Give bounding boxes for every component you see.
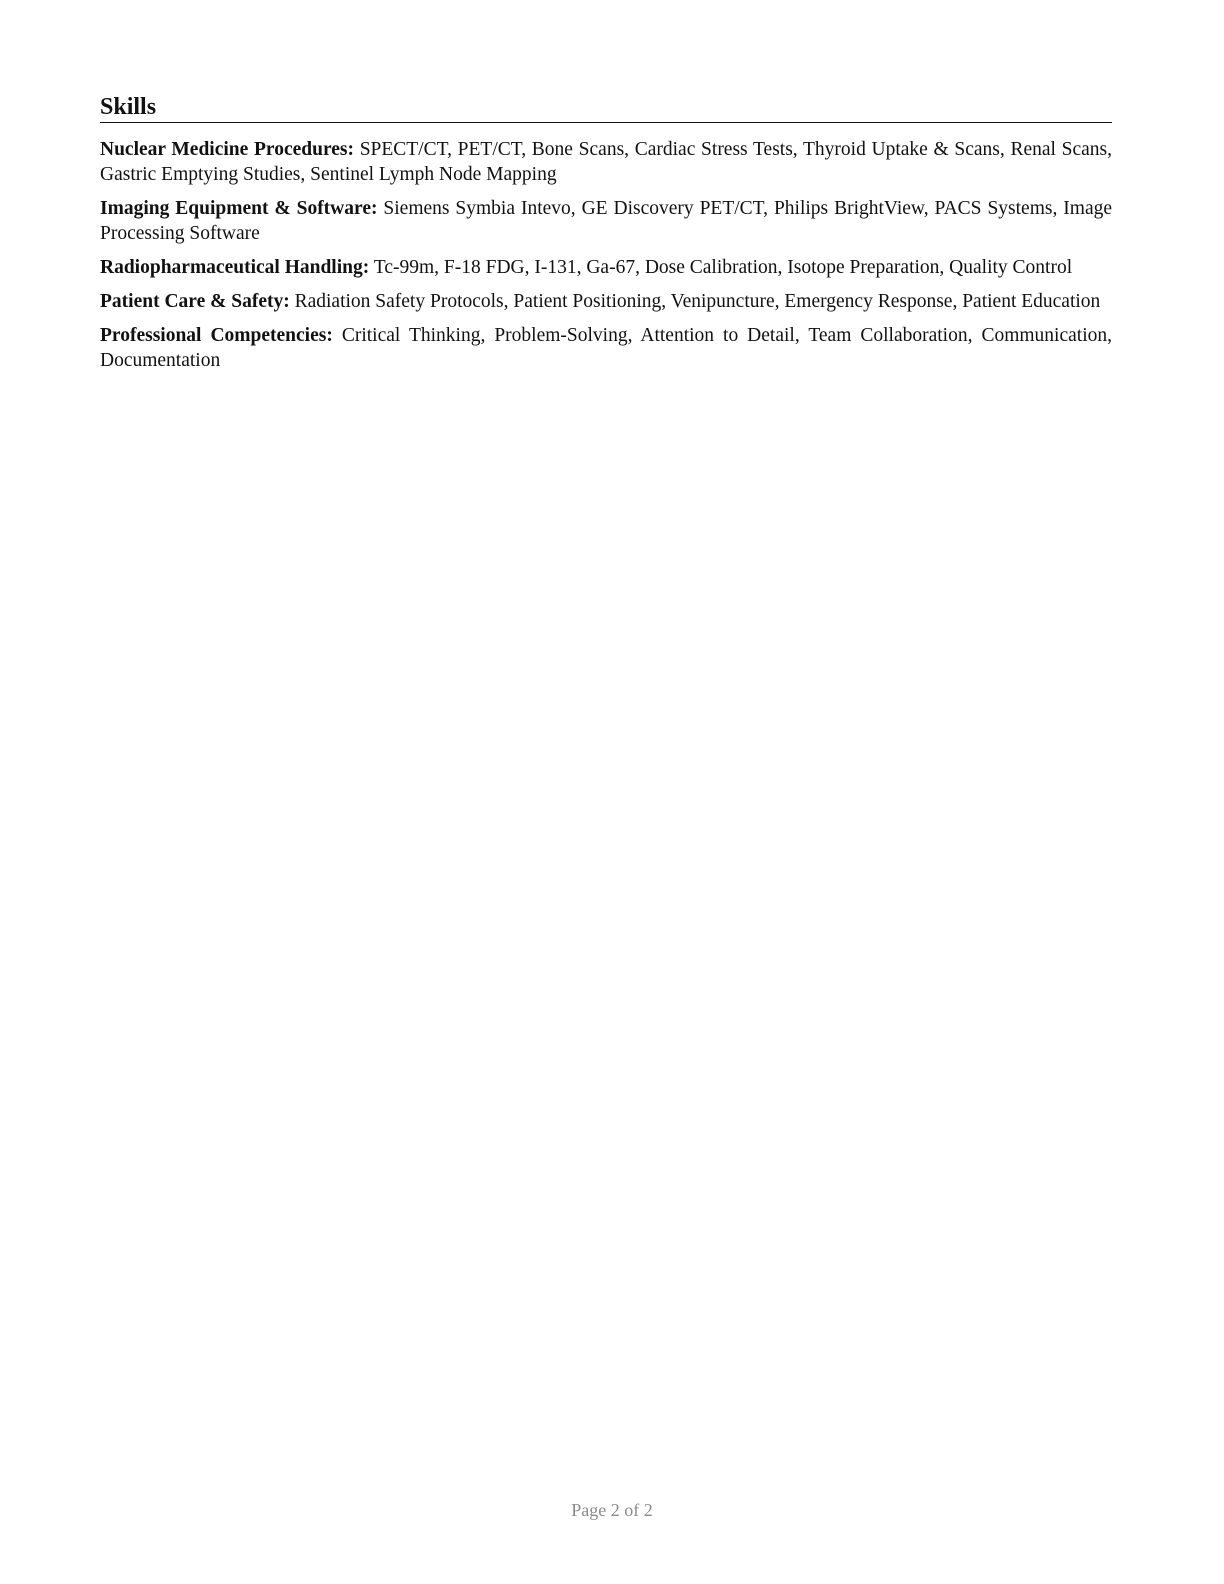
page-number: Page 2 of 2 xyxy=(571,1500,653,1520)
skill-text: Radiation Safety Protocols, Patient Positioning, Venipuncture, Emergency Response, Patient Education xyxy=(294,291,1101,312)
skill-label: Patient Care & Safety: xyxy=(100,291,290,312)
skill-label: Imaging Equipment & Software: xyxy=(100,198,378,219)
skill-item-radiopharmaceutical xyxy=(100,255,1112,280)
skill-label: Professional Competencies: xyxy=(100,325,333,346)
skill-item-professional-competencies xyxy=(100,323,1112,373)
skill-text: SPECT/CT, PET/CT, Bone Scans, Cardiac Stress Tests, Thyroid Uptake & Scans, Renal Scans, Gastric Emptying Studies, Sentinel Lymph Node Mapping xyxy=(100,139,1112,185)
skill-text: Tc-99m, F-18 FDG, I-131, Ga-67, Dose Calibration, Isotope Preparation, Quality Control xyxy=(373,257,1073,278)
skill-text: Critical Thinking, Problem-Solving, Attention to Detail, Team Collaboration, Communication, Documentation xyxy=(100,325,1112,371)
skill-item-imaging-equipment xyxy=(100,196,1112,246)
skills-list xyxy=(100,137,1112,373)
skill-text: Siemens Symbia Intevo, GE Discovery PET/CT, Philips BrightView, PACS Systems, Image Processing Software xyxy=(100,198,1112,244)
skill-item-patient-care xyxy=(100,289,1112,314)
skill-label: Nuclear Medicine Procedures: xyxy=(100,139,354,160)
section-title-skills: Skills xyxy=(100,92,1112,123)
skill-item-nuclear-medicine xyxy=(100,137,1112,187)
resume-page xyxy=(100,92,1112,382)
skill-label: Radiopharmaceutical Handling: xyxy=(100,257,370,278)
